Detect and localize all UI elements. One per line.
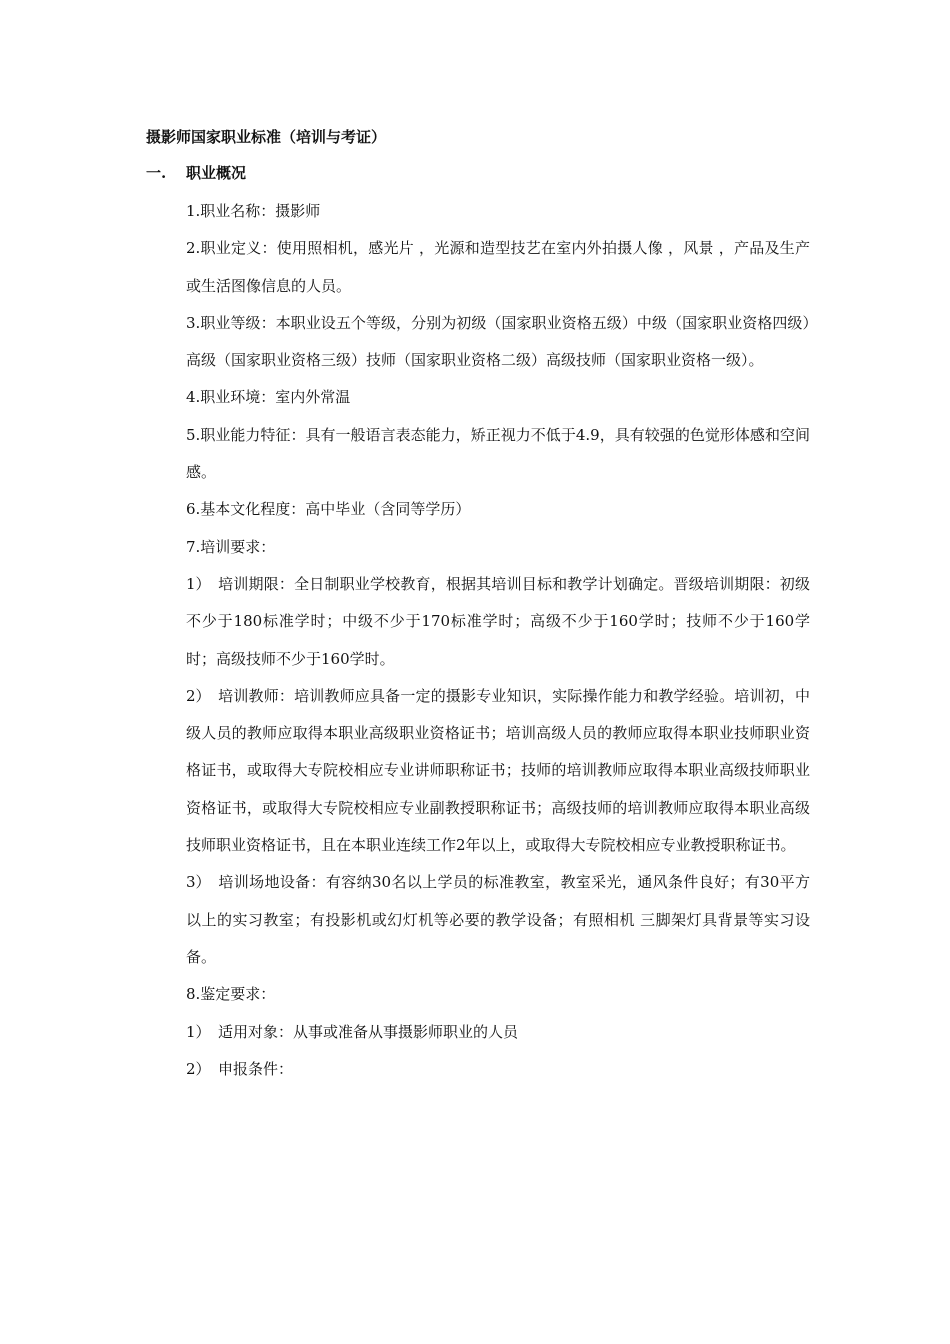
- list-item-application-conditions: 2） 申报条件：: [186, 1051, 810, 1088]
- paragraph-job-name: 1.职业名称：摄影师: [186, 202, 321, 220]
- list-item-target-audience: 1） 适用对象：从事或准备从事摄影师职业的人员: [186, 1014, 810, 1051]
- paragraph-training-requirements: 7.培训要求：: [186, 537, 276, 556]
- list-item-number: 1）: [186, 574, 211, 593]
- list-item-number: 1）: [186, 1022, 211, 1041]
- paragraph-assessment-requirements: 8.鉴定要求：: [186, 985, 276, 1004]
- list-item-number: 2）: [186, 686, 211, 705]
- section-heading: [146, 162, 246, 183]
- paragraph-education: 6.基本文化程度：高中毕业（含同等学历）: [186, 500, 471, 519]
- document-title: 摄影师国家职业标准（培训与考证）: [146, 128, 387, 146]
- paragraph-job-environment: 4.职业环境：室内外常温: [186, 388, 351, 407]
- list-item-training-period: 1） 培训期限：全日制职业学校教育，根据其培训目标和教学计划确定。晋级培训期限：初级不少于180标准学时；中级不少于170标准学时；高级不少于160学时；技师不少于160学时；高级技师不少于160学时。: [186, 566, 810, 678]
- list-item-number: 2）: [186, 1059, 211, 1078]
- body-text: [186, 193, 810, 1088]
- paragraph-job-levels: 3.职业等级：本职业设五个等级，分别为初级（国家职业资格五级）中级（国家职业资格四级）高级（国家职业资格三级）技师（国家职业资格二级）高级技师（国家职业资格一级）。: [186, 313, 810, 370]
- list-item-number: 3）: [186, 873, 211, 892]
- section-number: 一.: [146, 164, 167, 182]
- list-item-training-teachers: 2） 培训教师：培训教师应具备一定的摄影专业知识，实际操作能力和教学经验。培训初，中级人员的教师应取得本职业高级职业资格证书；培训高级人员的教师应取得本职业技师职业资格证书，或取得大专院校相应专业讲师职称证书；技师的培训教师应取得本职业高级技师职业资格证书，或取得大专院校相应专业副教授职称证书；高级技师的培训教师应取得本职业高级技师职业资格证书，且在本职业连续工作2年以上，或取得大专院校相应专业教授职称证书。: [186, 678, 810, 864]
- paragraph-ability-features: 5.职业能力特征：具有一般语言表态能力，矫正视力不低于4.9，具有较强的色觉形体感和空间感。: [186, 425, 810, 482]
- paragraph-job-definition: 2.职业定义：使用照相机，感光片 ，光源和造型技艺在室内外拍摄人像 ，风景 ，产品及生产或生活图像信息的人员。: [186, 239, 810, 295]
- section-title: 职业概况: [186, 164, 247, 182]
- list-item-training-facilities: 3） 培训场地设备：有容纳30名以上学员的标准教室，教室采光，通风条件良好；有30平方以上的实习教室；有投影机或幻灯机等必要的教学设备；有照相机 三脚架灯具背景等实习设备。: [186, 864, 810, 976]
